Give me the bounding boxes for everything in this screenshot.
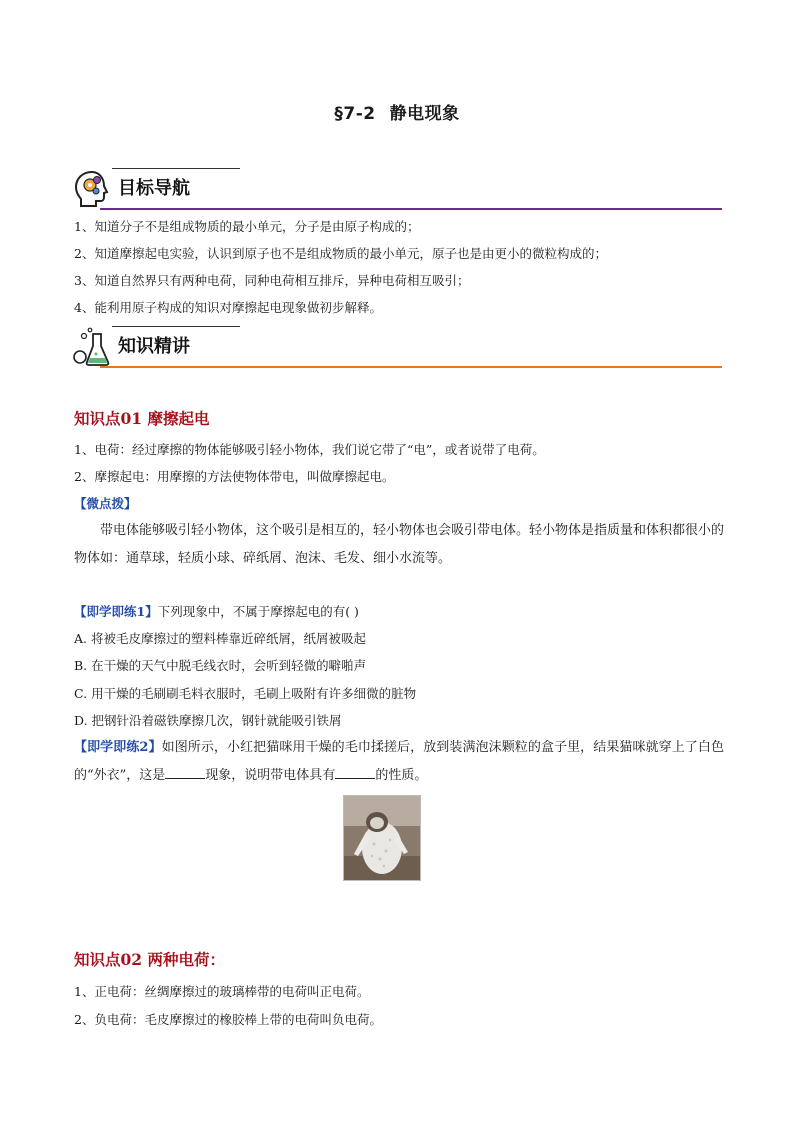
practice-1-tag: 【即学即练1】 — [74, 604, 158, 619]
goal-heading: 目标导航 — [118, 178, 190, 199]
goal-item: 1、知道分子不是组成物质的最小单元，分子是由原子构成的； — [74, 219, 420, 234]
answer-blank[interactable] — [165, 766, 205, 779]
tip-paragraph: 带电体能够吸引轻小物体，这个吸引是相互的，轻小物体也会吸引带电体。轻小物体是指质量和体积都很小的物体如：通草球，轻质小球、碎纸屑、泡沫、毛发、细小水流等。 — [74, 523, 725, 566]
tip-tag: 【微点拨】 — [74, 496, 137, 511]
goal-header-rule — [100, 208, 722, 210]
practice-2-text-a: 如图所示，小红把猫咪用干燥的毛巾揉搓后，放到装满泡沫颗粒的盒子里，结果猫咪就穿上了白色的“外衣”，这是 — [74, 740, 724, 783]
practice-1-question — [74, 603, 359, 621]
answer-blank[interactable] — [335, 766, 375, 779]
goal-item: 2、知道摩擦起电实验，认识到原子也不是组成物质的最小单元，原子也是由更小的微粒构成的； — [74, 246, 607, 261]
cat-photo-illustration — [344, 796, 420, 880]
practice-1-option: A. 将被毛皮摩擦过的塑料棒靠近碎纸屑，纸屑被吸起 — [74, 631, 366, 646]
practice-1-option: B. 在干燥的天气中脱毛线衣时，会听到轻微的噼啪声 — [74, 658, 367, 673]
knowledge-point-1-title: 知识点01 摩擦起电 — [74, 409, 210, 428]
practice-2-question — [74, 734, 724, 790]
knowledge-header-rule — [100, 366, 722, 368]
practice-2-text-c: 的性质。 — [375, 768, 428, 783]
goal-item: 4、能利用原子构成的知识对摩擦起电现象做初步解释。 — [74, 300, 382, 315]
practice-1-stem: 下列现象中，不属于摩擦起电的有( ) — [157, 604, 359, 619]
header-top-rule — [112, 168, 240, 169]
kp1-item: 2、摩擦起电：用摩擦的方法使物体带电，叫做摩擦起电。 — [74, 469, 395, 484]
section-number: §7-2 — [334, 104, 376, 124]
goal-item: 3、知道自然界只有两种电荷，同种电荷相互排斥，异种电荷相互吸引； — [74, 273, 470, 288]
cat-foam-photo — [343, 795, 421, 881]
knowledge-heading: 知识精讲 — [118, 336, 190, 357]
kp2-item: 2、负电荷：毛皮摩擦过的橡胶棒上带的电荷叫负电荷。 — [74, 1012, 382, 1027]
head-gears-icon — [70, 166, 114, 210]
practice-2-tag: 【即学即练2】 — [74, 740, 162, 755]
header-top-rule — [112, 326, 240, 327]
practice-1-option: D. 把钢针沿着磁铁摩擦几次，钢针就能吸引铁屑 — [74, 713, 342, 728]
knowledge-section-header — [70, 324, 722, 368]
page-title — [0, 99, 794, 124]
kp1-item: 1、电荷：经过摩擦的物体能够吸引轻小物体，我们说它带了“电”，或者说带了电荷。 — [74, 442, 545, 457]
knowledge-point-2-title: 知识点02 两种电荷： — [74, 950, 225, 969]
practice-2-text-b: 现象，说明带电体具有 — [205, 768, 336, 783]
lesson-name: 静电现象 — [389, 104, 460, 124]
kp2-item: 1、正电荷：丝绸摩擦过的玻璃棒带的电荷叫正电荷。 — [74, 984, 370, 999]
practice-1-option: C. 用干燥的毛刷刷毛料衣服时，毛刷上吸附有许多细微的脏物 — [74, 686, 417, 701]
goal-section-header — [70, 166, 722, 210]
lab-flask-icon — [70, 324, 114, 368]
